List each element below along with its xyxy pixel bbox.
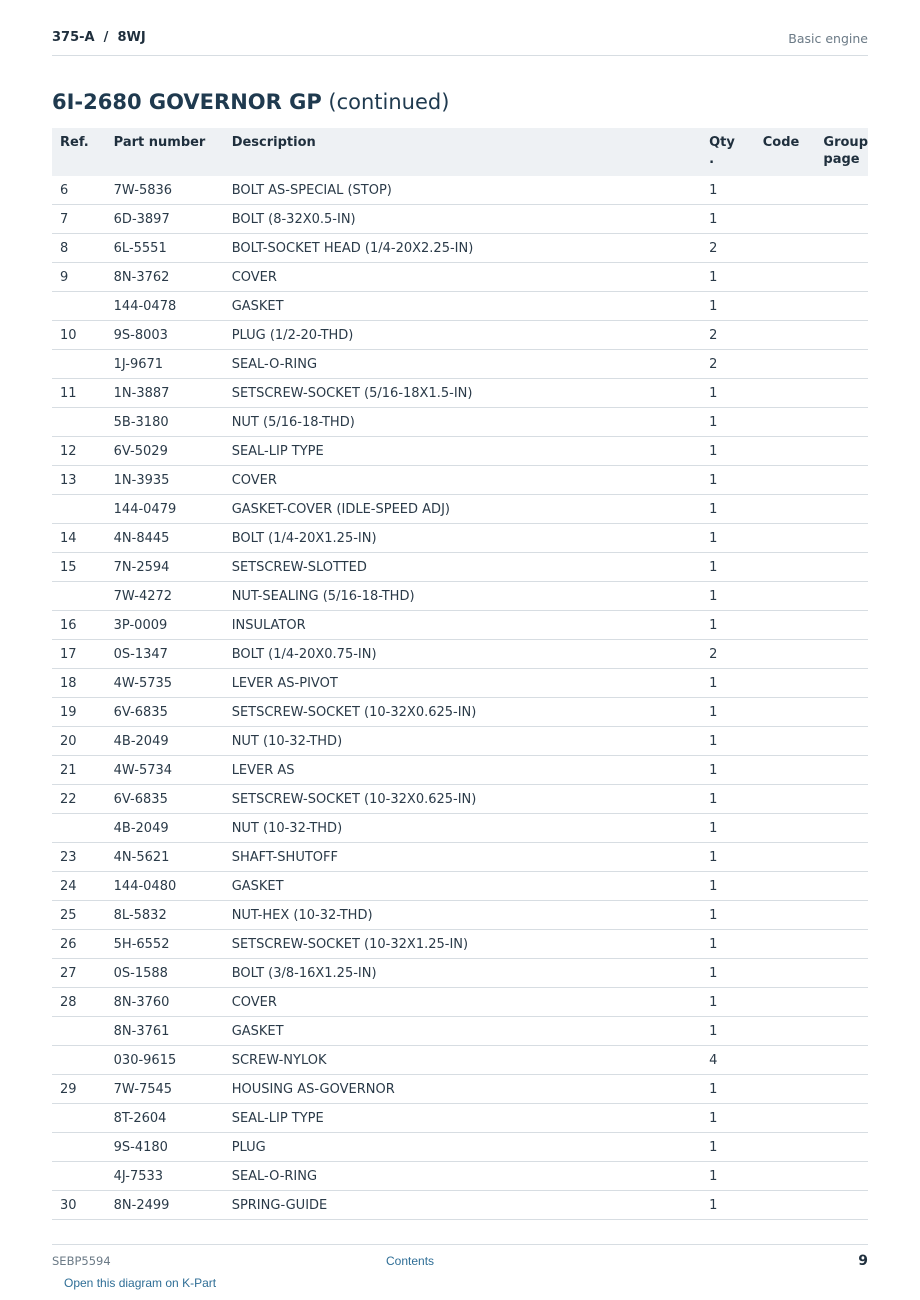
cell-qty: 1	[709, 1110, 718, 1126]
table-row	[52, 350, 868, 379]
cell-code	[755, 843, 816, 872]
cell-ref: 22	[60, 791, 77, 807]
parts-table-header	[52, 128, 868, 176]
cell-group-page	[815, 756, 868, 785]
table-row	[52, 321, 868, 350]
cell-ref: 29	[60, 1081, 77, 1097]
cell-part-number: 144-0479	[113, 501, 177, 517]
cell-group-page	[815, 176, 868, 205]
cell-group-page	[815, 582, 868, 611]
cell-qty: 1	[709, 791, 718, 807]
cell-group-page	[815, 814, 868, 843]
cell-group-page	[815, 1133, 868, 1162]
column-header-description: Description	[231, 135, 316, 150]
cell-code	[755, 640, 816, 669]
table-row	[52, 1162, 868, 1191]
cell-part-number: 8N-3761	[113, 1023, 170, 1039]
cell-group-page	[815, 524, 868, 553]
cell-description: NUT-HEX (10-32-THD)	[231, 907, 373, 923]
cell-code	[755, 669, 816, 698]
cell-part-number: 1N-3887	[113, 385, 170, 401]
table-row	[52, 698, 868, 727]
cell-code	[755, 872, 816, 901]
section-name: Basic engine	[788, 31, 868, 46]
cell-qty: 1	[709, 588, 718, 604]
title-suffix: (continued)	[321, 90, 450, 114]
cell-code	[755, 263, 816, 292]
cell-qty: 1	[709, 385, 718, 401]
cell-ref	[52, 495, 106, 524]
cell-part-number: 3P-0009	[113, 617, 168, 633]
cell-code	[755, 437, 816, 466]
cell-code	[755, 379, 816, 408]
cell-qty: 1	[709, 414, 718, 430]
cell-part-number: 9S-8003	[113, 327, 168, 343]
cell-group-page	[815, 234, 868, 263]
cell-code	[755, 350, 816, 379]
cell-ref: 24	[60, 878, 77, 894]
cell-description: LEVER AS-PIVOT	[231, 675, 338, 691]
cell-qty: 2	[709, 646, 718, 662]
open-k-part-link[interactable]: Open this diagram on K-Part	[64, 1276, 217, 1290]
cell-group-page	[815, 292, 868, 321]
document-id: 375-A / 8WJ	[52, 30, 146, 45]
cell-part-number: 7W-7545	[113, 1081, 173, 1097]
cell-code	[755, 901, 816, 930]
cell-ref: 8	[60, 240, 69, 256]
cell-group-page	[815, 1162, 868, 1191]
cell-group-page	[815, 901, 868, 930]
table-row	[52, 988, 868, 1017]
cell-qty: 1	[709, 936, 718, 952]
cell-description: BOLT (8-32X0.5-IN)	[231, 211, 356, 227]
cell-ref	[52, 350, 106, 379]
cell-group-page	[815, 553, 868, 582]
cell-part-number: 6V-5029	[113, 443, 168, 459]
cell-qty: 2	[709, 327, 718, 343]
table-row	[52, 1104, 868, 1133]
cell-qty: 2	[709, 240, 718, 256]
table-row	[52, 1017, 868, 1046]
cell-ref: 18	[60, 675, 77, 691]
cell-part-number: 4J-7533	[113, 1168, 164, 1184]
cell-part-number: 0S-1347	[113, 646, 168, 662]
cell-description: COVER	[231, 472, 277, 488]
cell-ref	[52, 1017, 106, 1046]
table-row	[52, 669, 868, 698]
cell-qty: 1	[709, 820, 718, 836]
cell-qty: 1	[709, 1081, 718, 1097]
cell-group-page	[815, 495, 868, 524]
cell-part-number: 9S-4180	[113, 1139, 168, 1155]
cell-part-number: 144-0478	[113, 298, 177, 314]
cell-description: BOLT (3/8-16X1.25-IN)	[231, 965, 377, 981]
cell-group-page	[815, 1046, 868, 1075]
cell-code	[755, 553, 816, 582]
cell-description: SETSCREW-SOCKET (10-32X1.25-IN)	[231, 936, 469, 952]
cell-code	[755, 292, 816, 321]
cell-code	[755, 785, 816, 814]
cell-ref	[52, 1104, 106, 1133]
cell-qty: 1	[709, 849, 718, 865]
table-row	[52, 408, 868, 437]
table-row	[52, 292, 868, 321]
cell-part-number: 5B-3180	[113, 414, 169, 430]
cell-code	[755, 1075, 816, 1104]
cell-group-page	[815, 321, 868, 350]
cell-code	[755, 1046, 816, 1075]
cell-ref: 20	[60, 733, 77, 749]
cell-group-page	[815, 437, 868, 466]
cell-part-number: 8N-3760	[113, 994, 170, 1010]
cell-ref: 15	[60, 559, 77, 575]
cell-part-number: 0S-1588	[113, 965, 168, 981]
cell-part-number: 8N-2499	[113, 1197, 170, 1213]
cell-ref: 9	[60, 269, 69, 285]
cell-group-page	[815, 640, 868, 669]
cell-part-number: 4W-5734	[113, 762, 173, 778]
table-row	[52, 1075, 868, 1104]
cell-part-number: 7N-2594	[113, 559, 170, 575]
page-title	[52, 90, 449, 114]
table-row	[52, 263, 868, 292]
cell-ref: 10	[60, 327, 77, 343]
cell-code	[755, 698, 816, 727]
cell-description: GASKET-COVER (IDLE-SPEED ADJ)	[231, 501, 450, 517]
cell-description: GASKET	[231, 1023, 284, 1039]
cell-description: HOUSING AS-GOVERNOR	[231, 1081, 395, 1097]
cell-code	[755, 495, 816, 524]
cell-description: SPRING-GUIDE	[231, 1197, 328, 1213]
parts-table	[52, 128, 868, 1220]
cell-ref: 17	[60, 646, 77, 662]
cell-ref: 19	[60, 704, 77, 720]
cell-code	[755, 988, 816, 1017]
cell-part-number: 4N-5621	[113, 849, 170, 865]
table-row	[52, 640, 868, 669]
cell-group-page	[815, 408, 868, 437]
cell-description: NUT (5/16-18-THD)	[231, 414, 355, 430]
cell-ref: 16	[60, 617, 77, 633]
column-header-code: Code	[762, 135, 800, 150]
table-row	[52, 205, 868, 234]
table-row	[52, 814, 868, 843]
cell-ref	[52, 1133, 106, 1162]
cell-group-page	[815, 1017, 868, 1046]
parts-table-body	[52, 176, 868, 1220]
cell-code	[755, 1162, 816, 1191]
cell-group-page	[815, 959, 868, 988]
cell-description: SETSCREW-SOCKET (10-32X0.625-IN)	[231, 704, 477, 720]
cell-group-page	[815, 843, 868, 872]
table-row	[52, 437, 868, 466]
cell-code	[755, 814, 816, 843]
cell-code	[755, 466, 816, 495]
table-row	[52, 785, 868, 814]
table-row	[52, 1133, 868, 1162]
table-row	[52, 1046, 868, 1075]
cell-part-number: 5H-6552	[113, 936, 170, 952]
cell-group-page	[815, 263, 868, 292]
cell-part-number: 6V-6835	[113, 791, 168, 807]
cell-code	[755, 582, 816, 611]
cell-code	[755, 524, 816, 553]
cell-ref: 27	[60, 965, 77, 981]
cell-qty: 1	[709, 1139, 718, 1155]
cell-group-page	[815, 205, 868, 234]
header-row	[52, 128, 868, 176]
cell-code	[755, 321, 816, 350]
cell-qty: 1	[709, 994, 718, 1010]
table-row	[52, 524, 868, 553]
cell-ref	[52, 292, 106, 321]
cell-code	[755, 1133, 816, 1162]
cell-group-page	[815, 1104, 868, 1133]
cell-qty: 1	[709, 269, 718, 285]
table-row	[52, 466, 868, 495]
cell-code	[755, 930, 816, 959]
cell-ref: 23	[60, 849, 77, 865]
cell-qty: 1	[709, 472, 718, 488]
cell-description: GASKET	[231, 298, 284, 314]
cell-group-page	[815, 785, 868, 814]
cell-part-number: 6V-6835	[113, 704, 168, 720]
page-header	[52, 28, 868, 56]
cell-description: SHAFT-SHUTOFF	[231, 849, 338, 865]
table-row	[52, 582, 868, 611]
cell-description: SEAL-O-RING	[231, 1168, 318, 1184]
table-row	[52, 930, 868, 959]
cell-ref	[52, 814, 106, 843]
table-row	[52, 901, 868, 930]
cell-qty: 1	[709, 298, 718, 314]
table-row	[52, 756, 868, 785]
cell-code	[755, 176, 816, 205]
cell-ref	[52, 582, 106, 611]
cell-description: SEAL-O-RING	[231, 356, 318, 372]
cell-group-page	[815, 698, 868, 727]
table-row	[52, 959, 868, 988]
cell-qty: 1	[709, 211, 718, 227]
cell-part-number: 8L-5832	[113, 907, 167, 923]
page-footer	[52, 1244, 868, 1275]
cell-description: BOLT-SOCKET HEAD (1/4-20X2.25-IN)	[231, 240, 474, 256]
cell-description: GASKET	[231, 878, 284, 894]
cell-description: SETSCREW-SOCKET (5/16-18X1.5-IN)	[231, 385, 473, 401]
table-row	[52, 872, 868, 901]
page-number: 9	[858, 1253, 868, 1269]
cell-part-number: 6L-5551	[113, 240, 167, 256]
cell-part-number: 144-0480	[113, 878, 177, 894]
cell-part-number: 4W-5735	[113, 675, 173, 691]
cell-part-number: 4B-2049	[113, 820, 169, 836]
table-row	[52, 495, 868, 524]
cell-qty: 1	[709, 559, 718, 575]
cell-part-number: 1J-9671	[113, 356, 164, 372]
cell-group-page	[815, 727, 868, 756]
cell-ref: 11	[60, 385, 77, 401]
cell-description: PLUG (1/2-20-THD)	[231, 327, 354, 343]
cell-qty: 1	[709, 675, 718, 691]
cell-qty: 1	[709, 733, 718, 749]
table-row	[52, 611, 868, 640]
cell-ref: 6	[60, 182, 69, 198]
cell-description: SETSCREW-SLOTTED	[231, 559, 367, 575]
cell-description: NUT (10-32-THD)	[231, 733, 343, 749]
table-row	[52, 234, 868, 263]
cell-ref: 25	[60, 907, 77, 923]
cell-group-page	[815, 872, 868, 901]
cell-part-number: 6D-3897	[113, 211, 170, 227]
cell-description: BOLT AS-SPECIAL (STOP)	[231, 182, 392, 198]
cell-ref: 30	[60, 1197, 77, 1213]
column-header-ref: Ref.	[60, 135, 89, 150]
cell-code	[755, 1104, 816, 1133]
cell-qty: 1	[709, 501, 718, 517]
table-row	[52, 553, 868, 582]
cell-group-page	[815, 379, 868, 408]
column-header-group-page: Group page	[823, 135, 868, 167]
cell-description: LEVER AS	[231, 762, 295, 778]
table-row	[52, 176, 868, 205]
cell-ref	[52, 408, 106, 437]
cell-group-page	[815, 350, 868, 379]
cell-description: BOLT (1/4-20X0.75-IN)	[231, 646, 377, 662]
cell-qty: 2	[709, 356, 718, 372]
cell-ref: 28	[60, 994, 77, 1010]
cell-part-number: 4B-2049	[113, 733, 169, 749]
cell-part-number: 030-9615	[113, 1052, 177, 1068]
cell-group-page	[815, 1075, 868, 1104]
cell-group-page	[815, 1191, 868, 1220]
cell-part-number: 7W-4272	[113, 588, 173, 604]
cell-ref	[52, 1046, 106, 1075]
cell-qty: 1	[709, 907, 718, 923]
cell-code	[755, 727, 816, 756]
cell-part-number: 4N-8445	[113, 530, 170, 546]
cell-code	[755, 205, 816, 234]
cell-ref: 7	[60, 211, 69, 227]
cell-code	[755, 611, 816, 640]
cell-code	[755, 959, 816, 988]
cell-group-page	[815, 466, 868, 495]
cell-description: SETSCREW-SOCKET (10-32X0.625-IN)	[231, 791, 477, 807]
table-row	[52, 727, 868, 756]
table-row	[52, 379, 868, 408]
cell-group-page	[815, 611, 868, 640]
cell-description: COVER	[231, 994, 277, 1010]
cell-group-page	[815, 988, 868, 1017]
cell-ref: 12	[60, 443, 77, 459]
cell-code	[755, 408, 816, 437]
cell-qty: 1	[709, 704, 718, 720]
cell-description: BOLT (1/4-20X1.25-IN)	[231, 530, 377, 546]
cell-code	[755, 1017, 816, 1046]
column-header-qty: Qty .	[709, 135, 735, 167]
document-code: SEBP5594	[52, 1254, 111, 1268]
cell-ref	[52, 1162, 106, 1191]
cell-ref: 14	[60, 530, 77, 546]
table-row	[52, 1191, 868, 1220]
cell-code	[755, 756, 816, 785]
cell-group-page	[815, 669, 868, 698]
cell-qty: 1	[709, 617, 718, 633]
column-header-part-number: Part number	[113, 135, 206, 150]
cell-ref: 26	[60, 936, 77, 952]
cell-description: PLUG	[231, 1139, 266, 1155]
cell-group-page	[815, 930, 868, 959]
cell-description: SCREW-NYLOK	[231, 1052, 327, 1068]
cell-qty: 1	[709, 878, 718, 894]
cell-qty: 1	[709, 443, 718, 459]
cell-code	[755, 1191, 816, 1220]
cell-ref: 21	[60, 762, 77, 778]
cell-description: SEAL-LIP TYPE	[231, 443, 324, 459]
cell-part-number: 8T-2604	[113, 1110, 167, 1126]
cell-part-number: 8N-3762	[113, 269, 170, 285]
cell-part-number: 7W-5836	[113, 182, 173, 198]
cell-description: SEAL-LIP TYPE	[231, 1110, 324, 1126]
cell-description: COVER	[231, 269, 277, 285]
cell-qty: 1	[709, 762, 718, 778]
cell-ref: 13	[60, 472, 77, 488]
cell-qty: 4	[709, 1052, 718, 1068]
cell-qty: 1	[709, 965, 718, 981]
table-row	[52, 843, 868, 872]
cell-code	[755, 234, 816, 263]
title-main: 6I-2680 GOVERNOR GP	[52, 90, 322, 114]
cell-part-number: 1N-3935	[113, 472, 170, 488]
cell-qty: 1	[709, 530, 718, 546]
cell-description: INSULATOR	[231, 617, 306, 633]
cell-description: NUT (10-32-THD)	[231, 820, 343, 836]
cell-qty: 1	[709, 1197, 718, 1213]
cell-qty: 1	[709, 182, 718, 198]
cell-qty: 1	[709, 1023, 718, 1039]
cell-description: NUT-SEALING (5/16-18-THD)	[231, 588, 415, 604]
cell-qty: 1	[709, 1168, 718, 1184]
contents-link[interactable]: Contents	[386, 1254, 435, 1268]
